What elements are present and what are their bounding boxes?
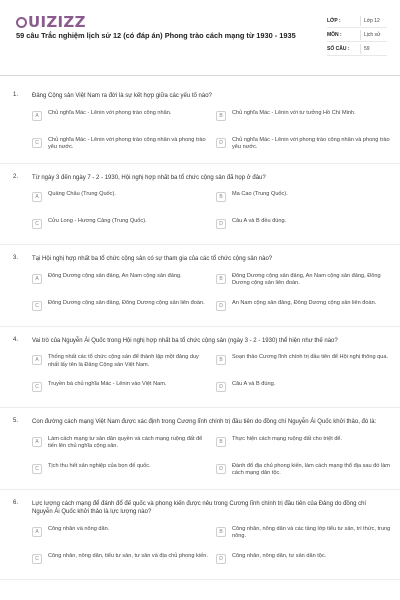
- answer-text: An Nam cộng sản đảng, Đông Dương cộng sản liên đoàn.: [232, 299, 377, 306]
- answer-text: Truyền bá chủ nghĩa Mác - Lênin vào Việt Nam.: [48, 381, 167, 387]
- meta-key: MÔN :: [327, 31, 342, 38]
- answer-letter: A: [32, 355, 42, 365]
- answer-letter: A: [32, 111, 42, 121]
- answer-text: Công nhân và nông dân.: [48, 525, 110, 532]
- answer-option[interactable]: [216, 462, 392, 480]
- question-text: Tại Hội nghị hợp nhất ba tổ chức cộng sản có sự tham gia của các tổ chức cộng sản nào?: [32, 256, 273, 262]
- meta-row-class: [327, 14, 387, 28]
- question-divider: [0, 244, 400, 245]
- answer-option[interactable]: [216, 272, 392, 290]
- answer-letter: B: [216, 111, 226, 121]
- header-divider: [0, 75, 400, 76]
- answer-text: Công nhân, nông dân và các tầng lớp tiểu tư sản, trí thức, trung nông.: [232, 525, 391, 539]
- answer-option[interactable]: [32, 109, 208, 127]
- answer-letter: D: [216, 219, 226, 229]
- answer-letter: B: [216, 437, 226, 447]
- question-divider: [0, 326, 400, 327]
- answer-grid: [32, 353, 392, 398]
- answer-text: Chủ nghĩa Mác - Lênin với phong trào công nhân.: [48, 109, 172, 116]
- answer-letter: B: [216, 274, 226, 284]
- answer-option[interactable]: [32, 380, 208, 398]
- answer-text: Câu A và B đều đúng.: [232, 218, 287, 224]
- question-number: 2.: [13, 173, 19, 180]
- answer-text: Câu A và B đúng.: [232, 381, 276, 387]
- answer-text: Chủ nghĩa Mác - Lênin với phong trào công nhân và phong trào yêu nước.: [48, 136, 206, 150]
- answer-option[interactable]: [216, 109, 392, 127]
- answer-option[interactable]: [32, 299, 208, 317]
- question-item: [0, 500, 400, 580]
- answer-letter: C: [32, 219, 42, 229]
- answer-letter: C: [32, 138, 42, 148]
- answer-text: Tịch thu hết sản nghiệp của bọn đế quốc.: [48, 462, 151, 469]
- answer-text: Đông Dương cộng sản đảng, An Nam cộng sản đảng.: [48, 272, 182, 279]
- answer-text: Quảng Châu (Trung Quốc).: [48, 191, 116, 197]
- answer-option[interactable]: [216, 299, 392, 317]
- answer-grid: [32, 435, 392, 480]
- logo-q-icon: [16, 17, 27, 28]
- question-text: Đảng Cộng sản Việt Nam ra đời là sự kết hợp giữa các yếu tố nào?: [32, 93, 212, 99]
- answer-letter: C: [32, 301, 42, 311]
- answer-grid: [32, 272, 392, 317]
- question-list: [0, 92, 400, 590]
- question-item: [0, 337, 400, 409]
- answer-option[interactable]: [32, 552, 208, 570]
- meta-row-subject: [327, 28, 387, 42]
- question-number: 5.: [13, 418, 19, 424]
- answer-letter: D: [216, 554, 226, 564]
- answer-text: Ma Cao (Trung Quốc).: [232, 191, 288, 197]
- question-number: 4.: [13, 336, 19, 343]
- answer-text: Chủ nghĩa Mác - Lênin với tư tưởng Hồ Chí Minh.: [232, 109, 356, 116]
- answer-letter: A: [32, 437, 42, 447]
- answer-text: Thống nhất các tổ chức cộng sản để thành lập một đảng duy nhất lấy tên là Đảng Cộng sản Việt Nam.: [48, 354, 199, 368]
- question-divider: [0, 579, 400, 580]
- question-item: [0, 92, 400, 164]
- question-text: Con đường cách mạng Việt Nam được xác định trong Cương lĩnh chính trị đầu tiên do đồng chí Nguyễn Ái Quốc khởi thảo, đó là:: [32, 419, 377, 425]
- answer-letter: B: [216, 192, 226, 202]
- answer-option[interactable]: [32, 353, 208, 371]
- answer-letter: C: [32, 554, 42, 564]
- answer-grid: [32, 525, 392, 570]
- question-text: Vai trò của Nguyễn Ái Quốc trong Hội nghị hợp nhất ba tổ chức cộng sản (ngày 3 - 2 - 1930) thể hiện như thế nào?: [32, 337, 338, 344]
- answer-text: Đánh đổ địa chủ phong kiến, làm cách mạng thổ địa sau đó làm cách mạng dân tộc.: [232, 462, 390, 476]
- answer-letter: D: [216, 382, 226, 392]
- answer-option[interactable]: [32, 462, 208, 480]
- answer-option[interactable]: [216, 435, 392, 453]
- answer-letter: B: [216, 527, 226, 537]
- page-title: 59 câu Trắc nghiệm lịch sử 12 (có đáp án) Phong trào cách mạng từ 1930 - 1935: [16, 31, 296, 40]
- meta-table: [327, 14, 387, 56]
- question-divider: [0, 163, 400, 164]
- answer-letter: D: [216, 301, 226, 311]
- answer-option[interactable]: [216, 353, 392, 371]
- question-text: Từ ngày 3 đến ngày 7 - 2 - 1930, Hội nghị hợp nhất ba tổ chức cộng sản đã họp ở đâu?: [32, 174, 266, 181]
- meta-key: LỚP :: [327, 17, 341, 24]
- answer-text: Làm cách mạng tư sản dân quyền và cách mạng ruộng đất để tiến lên chủ nghĩa cộng sản.: [48, 435, 203, 449]
- answer-text: Soạn thảo Cương lĩnh chính trị đầu tiên để Hội nghị thông qua.: [232, 354, 389, 360]
- question-divider: [0, 407, 400, 408]
- question-number: 3.: [13, 255, 19, 261]
- answer-text: Chủ nghĩa Mác - Lênin với phong trào công nhân và phong trào yêu nước.: [232, 136, 390, 150]
- answer-option[interactable]: [216, 380, 392, 398]
- question-item: [0, 418, 400, 490]
- quizizz-logo: [16, 13, 86, 31]
- answer-text: Công nhân, nông dân, tiểu tư sản, tư sản và địa chủ phong kiến.: [48, 552, 208, 559]
- answer-text: Đông Dương cộng sản đảng, An Nam cộng sản đảng, Đông Dương cộng sản liên đoàn.: [232, 272, 381, 286]
- question-number: 1.: [13, 92, 19, 98]
- answer-letter: C: [32, 464, 42, 474]
- answer-option[interactable]: [32, 136, 208, 154]
- meta-value: Lịch sử: [360, 30, 387, 40]
- question-item: [0, 255, 400, 327]
- answer-letter: A: [32, 192, 42, 202]
- answer-option[interactable]: [32, 190, 208, 208]
- answer-grid: [32, 109, 392, 154]
- answer-letter: C: [32, 382, 42, 392]
- question-item: [0, 174, 400, 246]
- answer-option[interactable]: [32, 435, 208, 453]
- answer-option[interactable]: [216, 136, 392, 154]
- answer-option[interactable]: [216, 190, 392, 208]
- answer-letter: D: [216, 138, 226, 148]
- answer-letter: A: [32, 527, 42, 537]
- question-text: Lực lượng cách mạng để đánh đổ đế quốc và phong kiến được nêu trong Cương lĩnh chính trị đầu tiên của Đảng do đồng chí Nguyễn Ái Quốc khởi thảo là lực lượng nào?: [32, 500, 367, 515]
- logo-text: UIZIZZ: [28, 13, 86, 31]
- answer-text: Đông Dương cộng sản đảng, Đông Dương cộng sản liên đoàn.: [48, 299, 205, 306]
- meta-value: Lớp 12: [360, 16, 387, 26]
- worksheet-header: [0, 0, 400, 72]
- answer-option[interactable]: [216, 525, 392, 543]
- answer-option[interactable]: [32, 272, 208, 290]
- answer-option[interactable]: [216, 217, 392, 235]
- answer-text: Cửu Long - Hương Cảng (Trung Quốc).: [48, 218, 147, 224]
- meta-row-count: [327, 42, 387, 56]
- question-divider: [0, 489, 400, 490]
- answer-grid: [32, 190, 392, 235]
- answer-letter: B: [216, 355, 226, 365]
- answer-text: Thực hiện cách mạng ruộng đất cho triệt để.: [232, 435, 343, 442]
- meta-value: 59: [360, 44, 387, 54]
- answer-letter: D: [216, 464, 226, 474]
- meta-key: SỐ CÂU :: [327, 45, 350, 52]
- question-number: 6.: [13, 499, 19, 506]
- answer-text: Công nhân, nông dân, tư sản dân tộc.: [232, 552, 327, 559]
- answer-letter: A: [32, 274, 42, 284]
- answer-option[interactable]: [216, 552, 392, 570]
- answer-option[interactable]: [32, 217, 208, 235]
- answer-option[interactable]: [32, 525, 208, 543]
